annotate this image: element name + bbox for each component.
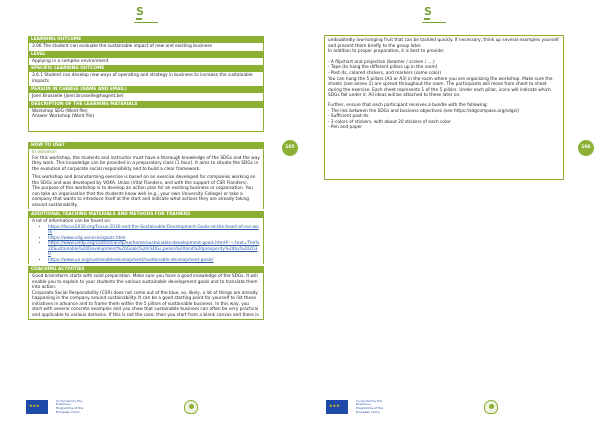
continuation-paragraph: In addition to proper preparation, it is best to provide:	[328, 49, 445, 55]
coaching-paragraph: Good brainstorm starts with solid preparation. Make sure you have a good knowledge of the SDGs. It will enable you to explain to your students the various sustainable development goals and to translate them into action.	[32, 274, 258, 290]
eu-flag-icon	[326, 400, 348, 414]
right-page	[300, 0, 600, 424]
person-text: Joeri Brusselle (Joeri.brusselle@hogent.be)	[28, 93, 264, 101]
outcome-header: LEARNING OUTCOME	[28, 36, 264, 43]
bundle-item: - Pen and paper	[328, 125, 363, 131]
page-number-badge: 105	[282, 140, 298, 156]
level-text: Applying in a complex environment	[28, 58, 264, 66]
links-list	[48, 225, 260, 264]
project-logo: S	[136, 6, 146, 26]
continuation-paragraph: Further, ensure that each participant receives a bundle with the following:	[328, 102, 488, 108]
info-table	[28, 36, 264, 132]
how-to-header: HOW TO USE?	[28, 142, 264, 149]
how-to-subheading: In advance:	[32, 150, 58, 155]
additional-intro: A lot of information can be found on:	[32, 219, 112, 224]
continuation-box	[324, 35, 564, 180]
materials-item: Workshop SDG (Word file)	[32, 108, 88, 114]
materials-item: Answer Workshop (Word file)	[32, 114, 95, 120]
continuation-paragraph: You can hang the 5 pillars (A3 or A3) in the room where you are organizing the workshop. Make sure the sheets (see annex 1) are spread throughout the room. The participants will move from sheet to sheet during the exercise. Each sheet represents 1 of the 5 pillars. Under each pillar, icons will indicate which SDGs fall under it. All ideas will be attached to these later on.	[328, 76, 553, 99]
supply-item: - A flipchart and projection (beamer / screen / ....)	[328, 59, 435, 65]
how-to-paragraph: The purpose of this workshop is to develop an action plan for an existing business or organisation. You can take an organisation that the students know well (e.g., your own University College) or take a company that wants to introduce itself at the start and indicate what actions they are already taking around sustainability.	[32, 186, 253, 208]
page-footer	[26, 400, 198, 414]
additional-header: ADDITIONAL TEACHING MATERIALS AND METHODS FOR TRAINERS	[28, 211, 264, 218]
resource-link[interactable]: https://focus2030.org/Focus-2030-and-the-Sustainable-Development-Goals-at-the-heart-of-our-work	[48, 224, 259, 235]
coaching-header: COACHING ACTIVITIES	[28, 266, 264, 273]
eu-flag-icon	[26, 400, 48, 414]
resource-link[interactable]: https://www.sdg.services/goals.html	[48, 235, 126, 241]
page-number-badge: 106	[578, 140, 594, 156]
supply-item: - Post-its, colored stickers, and markers (same color)	[328, 70, 442, 76]
materials-list	[28, 108, 264, 132]
materials-header: DESCRIPTION OF THE LEARNING MATERIALS	[28, 101, 264, 108]
coaching-paragraph: Corporate Social Responsibility (CSR) does not come out of the blue, so, likely, a lot of things are already happening in the company around sustainability. It can be a good starting point for yourself to list those initiatives in advance and to frame them within the 5 pillars of sustainable business. In this way, you start with several concrete examples and you show that sustainable business can often be very practical and applicable to various domains. If this is not the case, then you start from a blank canvas and there is	[32, 290, 259, 318]
continuation-paragraph: undoubtedly low-hanging fruit that can be tackled quickly. If necessary, think up several examples yourself and present them briefly to the group later.	[328, 38, 559, 49]
level-header: LEVEL	[28, 51, 264, 58]
supply-item: - Tape (to hang the different pillars up in the room)	[328, 65, 438, 71]
how-to-paragraph: For this workshop, the students and instructor must have a thorough knowledge of the SDGs and the way they work. This knowledge can be provided in a preparatory class (1 hour). It aims to situate the SDGs in the evolution of corporate social responsibility and to build a clear framework.	[32, 155, 260, 172]
how-to-section	[28, 142, 264, 320]
specific-outcome-header: SPECIFIC LEARNING OUTCOME	[28, 65, 264, 72]
bundle-item: - The link between the SDGs and business objectives (see https://sdgcompass.org/sdgs/)	[328, 108, 519, 114]
resource-link[interactable]: https://www.undp.org/content/undp/en/home/sustainable-development-goals.html#:~:text=The%20Sustainable%20Development%20Goals%20(SDGs,peace%20and%20prosperity%20by%202030	[48, 241, 260, 257]
resource-link[interactable]: https://www.un.org/sustainabledevelopment/sustainable-development-goals/	[48, 257, 214, 263]
project-head-icon	[484, 400, 498, 414]
eu-funding-text: Co-funded by the Erasmus+ Programme of the European Union	[356, 398, 384, 414]
eu-funding-text: Co-funded by the Erasmus+ Programme of the European Union	[56, 398, 84, 414]
person-header: PERSON IN CHARGE (NAME AND EMAIL)	[28, 86, 264, 93]
project-logo: S	[424, 6, 434, 26]
how-to-paragraph: This workshop and brainstorming exercise is based on an exercise developed for companies working on the SDGs and was developed by VOKA, Unizo (Vital Flanders, and with the support of CSR Flanders).	[32, 175, 256, 186]
specific-outcome-text: 3.6.1 Student can develop new ways of operating and strategy in business to increase the sustainable impacts	[28, 72, 264, 85]
outcome-text: 3.06 The student can evaluate the sustainable impact of new and existing business	[28, 43, 264, 51]
project-head-icon	[184, 400, 198, 414]
bundle-item: - Sufficient post-its	[328, 114, 369, 120]
page-footer	[326, 400, 498, 414]
bundle-item: - 3 colors of stickers, with about 20 stickers of each color	[328, 119, 451, 125]
